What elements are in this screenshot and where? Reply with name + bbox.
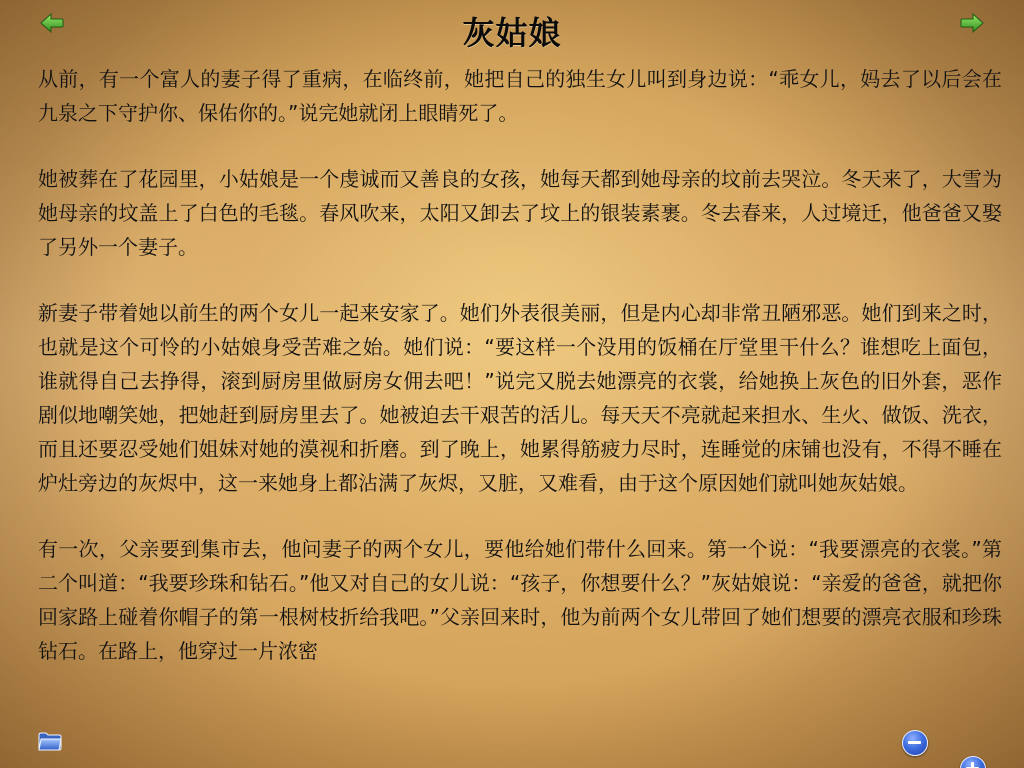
zoom-in-button[interactable]: [960, 756, 986, 768]
next-page-button[interactable]: [960, 13, 984, 33]
green-arrow-right-icon: [960, 13, 984, 33]
top-bar: [0, 0, 1024, 60]
story-text: [38, 62, 1002, 714]
page-title: 灰姑娘: [462, 14, 562, 52]
paragraph-2: 她被葬在了花园里，小姑娘是一个虔诚而又善良的女孩，她每天都到她母亲的坟前去哭泣。冬天来了，大雪为她母亲的坟盖上了白色的毛毯。春风吹来，太阳又卸去了坟上的银装素裹。冬去春来，人过境迁，他爸爸又娶了另外一个妻子。: [38, 167, 1002, 259]
paragraph-3: 新妻子带着她以前生的两个女儿一起来安家了。她们外表很美丽，但是内心却非常丑陋邪恶。她们到来之时，也就是这个可怜的小姑娘身受苦难之始。她们说：“要这样一个没用的饭桶在厅堂里干什么？谁想吃上面包，谁就得自己去挣得，滚到厨房里做厨房女佣去吧！”说完又脱去她漂亮的衣裳，给她换上灰色的旧外套，恶作剧似地嘲笑她，把她赶到厨房里去了。她被迫去干艰苦的活儿。每天天不亮就起来担水、生火、做饭、洗衣，而且还要忍受她们姐妹对她的漠视和折磨。到了晚上，她累得筋疲力尽时，连睡觉的床铺也没有，不得不睡在炉灶旁边的灰烬中，这一来她身上都沾满了灰烬，又脏，又难看，由于这个原因她们就叫她灰姑娘。: [38, 301, 1002, 495]
paragraph-4: 有一次，父亲要到集市去，他问妻子的两个女儿，要他给她们带什么回来。第一个说：“我要漂亮的衣裳。”第二个叫道：“我要珍珠和钻石。”他又对自己的女儿说：“孩子，你想要什么？”灰姑娘说：“亲爱的爸爸，就把你回家路上碰着你帽子的第一根树枝折给我吧。”父亲回来时，他为前两个女儿带回了她们想要的漂亮衣服和珍珠钻石。在路上，他穿过一片浓密: [38, 537, 1002, 663]
paragraph-1: 从前，有一个富人的妻子得了重病，在临终前，她把自己的独生女儿叫到身边说：“乖女儿，妈去了以后会在九泉之下守护你、保佑你的。”说完她就闭上眼睛死了。: [38, 67, 1002, 125]
folder-icon: [38, 731, 62, 751]
zoom-out-button[interactable]: [902, 730, 928, 756]
folder-button[interactable]: [38, 731, 62, 755]
zoom-out-icon: [908, 741, 921, 744]
